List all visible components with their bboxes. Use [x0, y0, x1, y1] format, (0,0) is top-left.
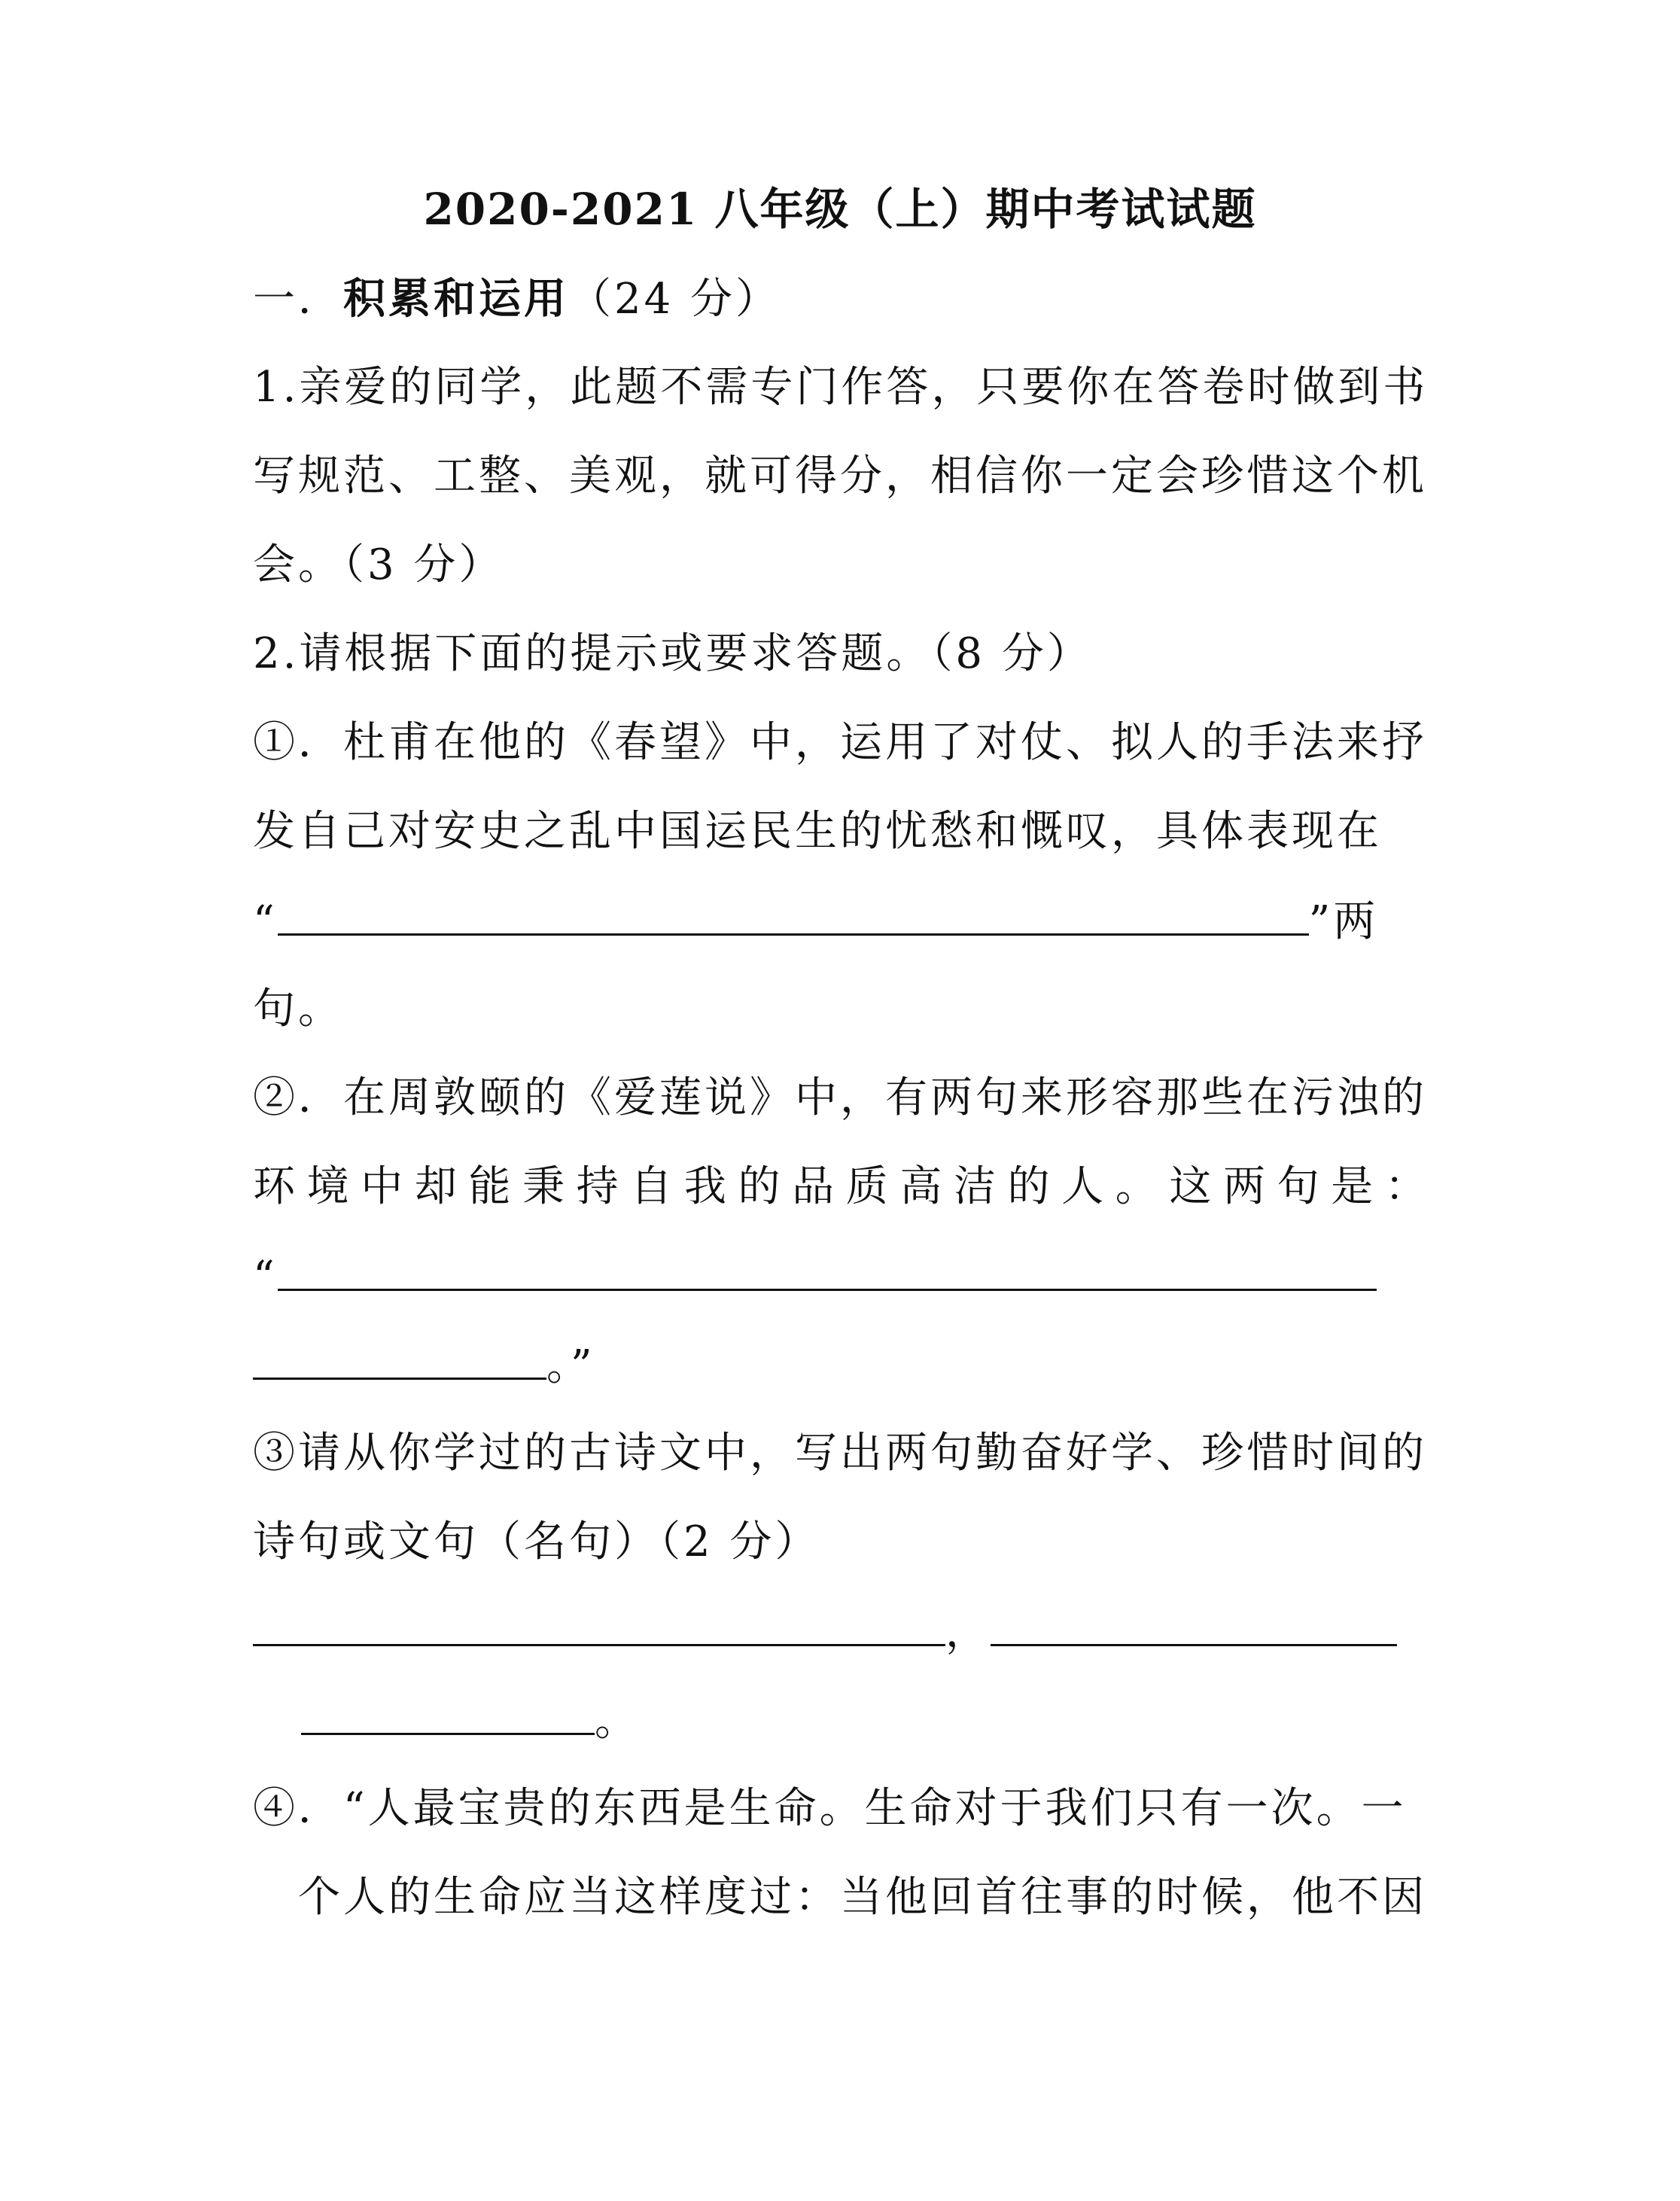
- close-quote: ”两: [1308, 897, 1379, 946]
- answer-blank-2[interactable]: [278, 1250, 1377, 1291]
- q2-part1-line-4: 句。: [253, 985, 343, 1034]
- q2-part3-line-1: ③请从你学过的古诗文中，写出两句勤奋好学、珍惜时间的: [253, 1429, 1427, 1478]
- period: 。: [595, 1697, 640, 1746]
- q2-part2-line-1: ②．在周敦颐的《爱莲说》中，有两句来形容那些在污浊的: [253, 1073, 1427, 1122]
- comma: ，: [945, 1608, 991, 1657]
- char: 这: [1169, 1162, 1212, 1211]
- char: 人: [1061, 1162, 1104, 1211]
- char: 境: [306, 1162, 349, 1211]
- answer-blank-3[interactable]: [253, 1338, 546, 1380]
- char: 能: [468, 1162, 511, 1211]
- char: 高: [899, 1162, 942, 1211]
- q2-part1-line-2: 发自己对安史之乱中国运民生的忧愁和慨叹，具体表现在: [253, 807, 1382, 856]
- q1-line-2: 写规范、工整、美观，就可得分，相信你一定会珍惜这个机: [253, 452, 1427, 501]
- section-title: 积累和运用: [343, 274, 569, 324]
- char: 句: [1277, 1162, 1319, 1211]
- q1-line-3: 会。（3 分）: [253, 540, 504, 589]
- q2-part3-line-2: 诗句或文句（名句）（2 分）: [253, 1518, 820, 1566]
- q2-intro: 2.请根据下面的提示或要求答题。（8 分）: [253, 629, 1092, 678]
- answer-blank-6[interactable]: [301, 1694, 595, 1735]
- answer-blank-1[interactable]: [278, 894, 1309, 936]
- q2-part2-answer-line-2: [253, 1338, 1427, 1393]
- char: 是: [1331, 1162, 1374, 1211]
- q2-part2-answer-line: [253, 1250, 1427, 1304]
- page-title: 2020-2021 八年级（上）期中考试试题: [423, 184, 1257, 235]
- char: ：: [1384, 1162, 1427, 1211]
- q1-line-1: 1.亲爱的同学，此题不需专门作答，只要你在答卷时做到书: [253, 363, 1429, 412]
- char: 的: [1007, 1162, 1050, 1211]
- q2-part4-line-1: ④．“人最宝贵的东西是生命。生命对于我们只有一次。一: [253, 1784, 1407, 1833]
- char: 。: [1115, 1162, 1158, 1211]
- char: 中: [361, 1162, 403, 1211]
- char: 持: [576, 1162, 619, 1211]
- open-quote: “: [253, 897, 278, 946]
- char: 洁: [953, 1162, 996, 1211]
- char: 质: [845, 1162, 888, 1211]
- q2-part2-line-2: [253, 1161, 1427, 1213]
- char: 却: [414, 1162, 457, 1211]
- q2-part1-answer-line: [253, 894, 1427, 948]
- section-score: （24 分）: [569, 275, 781, 324]
- q2-part3-answer-line: [253, 1605, 1427, 1659]
- answer-blank-4[interactable]: [253, 1605, 945, 1646]
- char: 的: [738, 1162, 781, 1211]
- char: 我: [683, 1162, 726, 1211]
- q2-part1-line-1: ①．杜甫在他的《春望》中，运用了对仗、拟人的手法来抒: [253, 718, 1427, 767]
- close-quote: 。”: [546, 1341, 595, 1390]
- q2-part4-line-2: 个人的生命应当这样度过：当他回首往事的时候，他不因: [298, 1873, 1427, 1922]
- char: 品: [792, 1162, 835, 1211]
- answer-blank-5[interactable]: [991, 1605, 1397, 1646]
- section-number: 一．: [253, 275, 343, 324]
- char: 两: [1222, 1162, 1265, 1211]
- open-quote: “: [253, 1253, 278, 1301]
- q2-part3-answer-line-2: [301, 1694, 1475, 1748]
- section-heading: [253, 272, 1427, 326]
- char: 环: [253, 1162, 295, 1211]
- char: 自: [630, 1162, 673, 1211]
- char: 秉: [522, 1162, 565, 1211]
